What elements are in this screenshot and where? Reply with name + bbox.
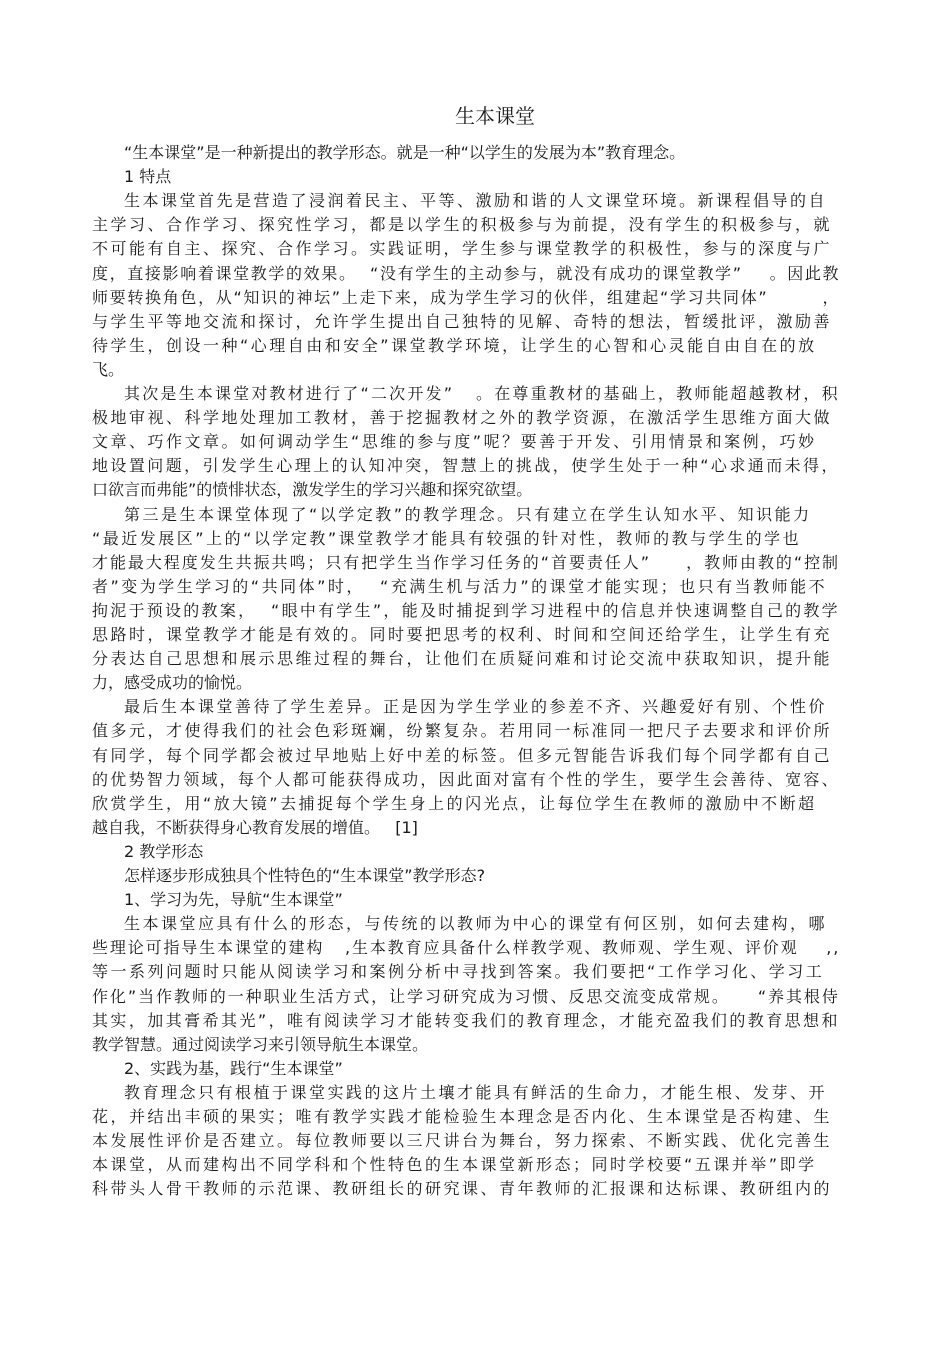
paragraph-line: 拘泥于预设的教案， “眼中有学生”，能及时捕捉到学习进程中的信息并快速调整自己的教学 (92, 600, 840, 620)
paragraph-line: “最近发展区”上的“以学定教”课堂教学才能具有较强的针对性，教师的教与学生的学也 (92, 528, 802, 548)
paragraph-line: 科带头人骨干教师的示范课、教研组长的研究课、青年教师的汇报课和达标课、教研组内的 (92, 1179, 833, 1199)
paragraph-line: 地设置问题，引发学生心理上的认知冲突，智慧上的挑战，使学生处于一种“心求通而未得， (92, 456, 840, 476)
paragraph-line: 些理论可指导生本课堂的建构 ,生本教育应具备什么样教学观、教师观、学生观、评价观 ,, (92, 938, 841, 958)
paragraph-line: 待学生，创设一种“心理自由和安全”课堂教学环境，让学生的心智和心灵能自由自在的放 (92, 335, 817, 355)
paragraph-line: 分表达自己思想和展示思维过程的舞台，让他们在质疑问难和讨论交流中获取知识，提升能 (92, 649, 833, 669)
paragraph-line: 口欲言而弗能”的愤悱状态，激发学生的学习兴趣和探究欲望。 (92, 480, 533, 500)
paragraph-first-line: 1 特点 (124, 167, 172, 187)
paragraph-line: 等一系列问题时只能从阅读学习和案例分析中寻找到答案。我们要把“工作学习化、学习工 (92, 962, 825, 982)
paragraph-line: 思路时，课堂教学才能是有效的。同时要把思考的权利、时间和空间还给学生，让学生有充 (92, 625, 833, 644)
paragraph-line: 才能最大程度发生共振共鸣；只有把学生当作学习任务的“首要责任人” ，教师由教的“控制 (92, 552, 840, 572)
paragraph-line: 其实，加其膏希其光”，唯有阅读学习才能转变我们的教育理念，才能充盈我们的教育思想和 (92, 1010, 840, 1030)
paragraph-line: 欣赏学生，用“放大镜”去捕捉每个学生身上的闪光点，让每位学生在教师的激励中不断超 (92, 793, 817, 813)
paragraph-first-line: 生本课堂首先是营造了浸润着民主、平等、激励和谐的人文课堂环境。新课程倡导的自 (124, 191, 828, 211)
paragraph-line: 力，感受成功的愉悦。 (92, 673, 253, 693)
paragraph-line: 飞。 (92, 359, 125, 379)
document-title: 生本课堂 (455, 104, 535, 128)
paragraph-line: 者”变为学生学习的“共同体”时， “充满生机与活力”的课堂才能实现；也只有当教师能不 (92, 576, 828, 596)
paragraph-line: 本发展性评价是否建立。每位教师要以三尺讲台为舞台，努力探索、不断实践、优化完善生 (92, 1131, 833, 1151)
paragraph-line: 花，并结出丰硕的果实；唯有教学实践才能检验生本理念是否内化、生本课堂是否构建、生 (92, 1107, 833, 1126)
paragraph-first-line: 最后生本课堂善待了学生差异。正是因为学生学业的参差不齐、兴趣爱好有别、个性价 (124, 697, 828, 717)
paragraph-first-line: 2、实践为基，践行“生本课堂” (124, 1058, 343, 1078)
paragraph-first-line: 第三是生本课堂体现了“以学定教”的教学理念。只有建立在学生认知水平、知识能力 (124, 504, 812, 524)
paragraph-line: 教学智慧。通过阅读学习来引领导航生本课堂。 (92, 1034, 429, 1054)
paragraph-line: 与学生平等地交流和探讨，允许学生提出自己独特的见解、奇特的想法，暂缓批评，激励善 (92, 311, 833, 331)
paragraph-first-line: 生本课堂应具有什么的形态，与传统的以教师为中心的课堂有何区别，如何去建构，哪 (124, 914, 828, 934)
paragraph-first-line: 1、学习为先，导航“生本课堂” (124, 890, 343, 910)
paragraph-first-line: 怎样逐步形成独具个性特色的“生本课堂”教学形态? (124, 866, 486, 885)
paragraph-line: 有同学，每个同学都会被过早地贴上好中差的标签。但多元智能告诉我们每个同学都有自己 (92, 745, 833, 765)
paragraph-first-line: “生本课堂”是一种新提出的教学形态。就是一种“以学生的发展为本”教育理念。 (124, 143, 686, 162)
paragraph-line: 的优势智力领域，每个人都可能获得成功，因此面对富有个性的学生，要学生会善待、宽容、 (92, 769, 840, 789)
paragraph-line: 文章、巧作文章。如何调动学生“思维的参与度”呢？要善于开发、引用情景和案例，巧妙 (92, 432, 817, 452)
paragraph-line: 本课堂，从而建构出不同学科和个性特色的生本课堂新形态；同时学校要“五课并举”即学 (92, 1155, 817, 1175)
paragraph-line: 主学习、合作学习、探究性学习，都是以学生的积极参与为前提，没有学生的积极参与，就 (92, 215, 833, 235)
paragraph-line: 度，直接影响着课堂教学的效果。 “没有学生的主动参与，就没有成功的课堂教学” 。因此教 (92, 263, 841, 283)
paragraph-first-line: 其次是生本课堂对教材进行了“二次开发” 。在尊重教材的基础上，教师能超越教材，积 (124, 384, 840, 403)
paragraph-line: 值多元，才使得我们的社会色彩斑斓，纷繁复杂。若用同一标准同一把尺子去要求和评价所 (92, 721, 833, 741)
paragraph-line: 越自我，不断获得身心教育发展的增值。 [1] (92, 817, 418, 837)
paragraph-line: 作化”当作教师的一种职业生活方式，让学习研究成为习惯、反思交流变成常规。 “养其根侍 (92, 986, 840, 1006)
paragraph-first-line: 教育理念只有根植于课堂实践的这片土壤才能具有鲜活的生命力，才能生根、发芽、开 (124, 1082, 828, 1102)
paragraph-line: 极地审视、科学地处理加工教材，善于挖掘教材之外的教学资源，在激活学生思维方面大做 (92, 408, 833, 428)
paragraph-line: 师要转换角色，从“知识的神坛”上走下来，成为学生学习的伙伴，组建起“学习共同体” ， (92, 287, 841, 307)
paragraph-line: 不可能有自主、探究、合作学习。实践证明，学生参与课堂教学的积极性，参与的深度与广 (92, 239, 833, 259)
paragraph-first-line: 2 教学形态 (124, 841, 204, 861)
